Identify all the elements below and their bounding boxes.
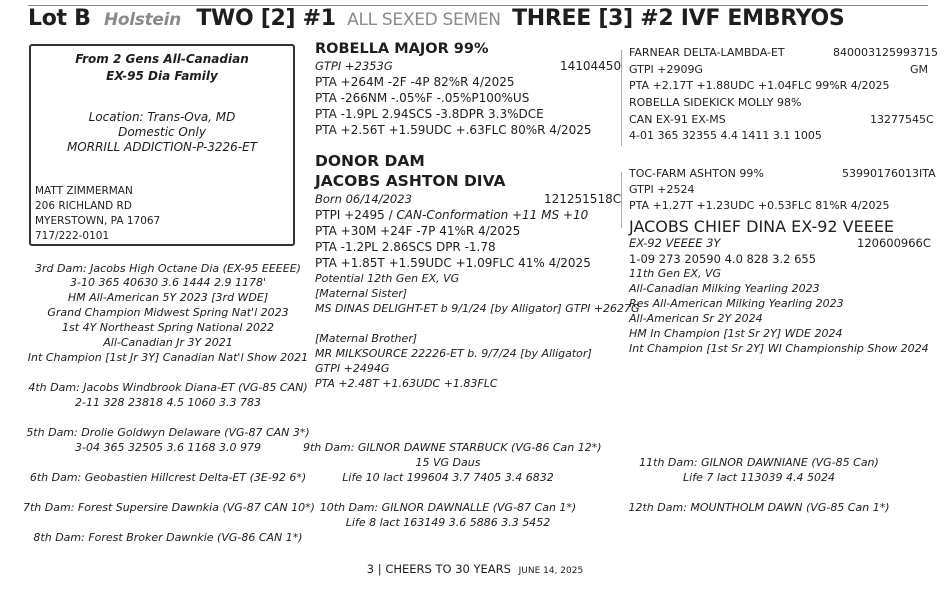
page-number: 3 xyxy=(366,562,375,576)
donor-conformation: CAN-Conformation +11 MS +10 xyxy=(396,208,589,222)
dam-3-record: 3-10 365 40630 3.6 1444 2.9 1178' xyxy=(70,276,266,289)
toc-reg: 53990176013ITA xyxy=(842,167,936,180)
dam-3-award-5: Int Champion [1st Jr 3Y] Canadian Nat'l Show 2021 xyxy=(27,351,309,364)
dam-5-record: 3-04 365 32505 3.6 1168 3.0 979 xyxy=(75,441,261,454)
dam-8-name: 8th Dam: Forest Broker Dawnkie (VG-86 CAN 1*) xyxy=(33,531,303,544)
farnear-reg: 840003125993715 xyxy=(833,46,938,59)
sire-1-pta-4: PTA +2.56T +1.59UDC +.63FLC 80%R 4/2025 xyxy=(315,123,592,137)
donor-dam-name: JACOBS ASHTON DIVA xyxy=(315,172,506,190)
molly-reg: 13277545C xyxy=(870,113,934,126)
footer-separator: | xyxy=(377,562,382,576)
donor-note-4: [Maternal Brother] xyxy=(315,332,418,345)
donor-note-3: MS DINAS DELIGHT-ET b 9/1/24 [by Alligator] GTPI +2627G xyxy=(315,302,640,315)
dina-record: 1-09 273 20590 4.0 828 3.2 655 xyxy=(629,252,817,266)
dam-12-name: 12th Dam: MOUNTHOLM DAWN (VG-85 Can 1*) xyxy=(628,501,890,514)
dam-5-name: 5th Dam: Drolie Goldwyn Delaware (VG-87 CAN 3*) xyxy=(26,426,310,439)
dam-3-award-4: All-Canadian Jr 3Y 2021 xyxy=(103,336,233,349)
owner-name: MATT ZIMMERMAN xyxy=(35,185,133,197)
location: Location: Trans-Ova, MD xyxy=(88,110,236,124)
donor-note-5: MR MILKSOURCE 22226-ET b. 9/7/24 [by Alligator] xyxy=(315,347,592,360)
dam-9-name: 9th Dam: GILNOR DAWNE STARBUCK (VG-86 Can 12*) xyxy=(303,441,602,454)
dina-name: JACOBS CHIEF DINA EX-92 VEEEE xyxy=(629,217,895,236)
dam-3-award-2: Grand Champion Midwest Spring Nat'l 2023 xyxy=(47,306,289,319)
domestic-only: Domestic Only xyxy=(118,125,206,139)
donor-dam-label: DONOR DAM xyxy=(315,152,425,170)
dam-3-award-1: HM All-American 5Y 2023 [3rd WDE] xyxy=(67,291,269,304)
sire-1-name: ROBELLA MAJOR 99% xyxy=(315,41,489,57)
donor-reg: 121251518C xyxy=(544,192,622,206)
dina-award-6: Int Champion [1st Sr 2Y] WI Championship Show 2024 xyxy=(629,342,929,355)
toc-gtpi: GTPI +2524 xyxy=(629,183,695,196)
dam-9-daus: 15 VG Daus xyxy=(415,456,481,469)
dam-7-name: 7th Dam: Forest Supersire Dawnkia (VG-87 CAN 10*) xyxy=(23,501,315,514)
donor-pta-2: PTA -1.2PL 2.86SCS DPR -1.78 xyxy=(315,240,496,254)
dam-6-name: 6th Dam: Geobastien Hillcrest Delta-ET (3E-92 6*) xyxy=(29,471,307,484)
donor-note-7: PTA +2.48T +1.63UDC +1.83FLC xyxy=(315,377,498,390)
dina-award-5: HM In Champion [1st Sr 2Y] WDE 2024 xyxy=(629,327,843,340)
donor-ptpi-value: PTPI +2495 / xyxy=(315,208,397,222)
dina-award-1: 11th Gen EX, VG xyxy=(629,267,722,280)
dam-4-record: 2-11 328 23818 4.5 1060 3.3 783 xyxy=(75,396,261,409)
sexed-label: ALL SEXED SEMEN xyxy=(347,10,501,30)
donor-note-2: [Maternal Sister] xyxy=(315,287,408,300)
page-footer xyxy=(0,562,950,576)
lot-header xyxy=(28,6,844,31)
footer-date: JUNE 14, 2025 xyxy=(518,566,584,576)
dam-10-name: 10th Dam: GILNOR DAWNALLE (VG-87 Can 1*) xyxy=(319,501,577,514)
dina-award-2: All-Canadian Milking Yearling 2023 xyxy=(629,282,820,295)
donor-pta-1: PTA +30M +24F -7P 41%R 4/2025 xyxy=(315,224,521,238)
owner-street: 206 RICHLAND RD xyxy=(35,200,132,212)
family-line-1: From 2 Gens All-Canadian xyxy=(75,52,249,66)
dam-10-record: Life 8 lact 163149 3.6 5886 3.3 5452 xyxy=(345,516,551,529)
sire-1-pta-3: PTA -1.9PL 2.94SCS -3.8DPR 3.3%DCE xyxy=(315,107,544,121)
donor-note-1: Potential 12th Gen EX, VG xyxy=(315,272,460,285)
owner-phone: 717/222-0101 xyxy=(35,230,110,242)
farnear-pta: PTA +2.17T +1.88UDC +1.04FLC 99%R 4/2025 xyxy=(629,79,890,92)
donor-pta-3: PTA +1.85T +1.59UDC +1.09FLC 41% 4/2025 xyxy=(315,256,591,270)
donor-born: Born 06/14/2023 xyxy=(315,192,412,206)
lot-label: Lot B xyxy=(28,6,91,31)
dina-award-4: All-American Sr 2Y 2024 xyxy=(629,312,763,325)
sire-1-reg: 14104450 xyxy=(560,59,622,73)
sire-1-gtpi: GTPI +2353G xyxy=(315,59,393,73)
farnear-gm: GM xyxy=(910,63,929,76)
molly-record: 4-01 365 32355 4.4 1411 3.1 1005 xyxy=(629,129,822,142)
donor-note-6: GTPI +2494G xyxy=(315,362,390,375)
consignor-box xyxy=(29,44,295,246)
farnear-gtpi: GTPI +2909G xyxy=(629,63,703,76)
dam-3-award-3: 1st 4Y Northeast Spring National 2022 xyxy=(62,321,274,334)
bracket-line-top xyxy=(621,50,622,146)
two-label: TWO [2] #1 xyxy=(196,6,336,31)
donor-ptpi xyxy=(315,208,588,222)
footer-title: CHEERS TO 30 YEARS xyxy=(385,562,511,576)
sire-1-pta-2: PTA -266NM -.05%F -.05%P100%US xyxy=(315,91,530,105)
three-label: THREE [3] #2 IVF EMBRYOS xyxy=(512,6,845,31)
family-line-2: EX-95 Dia Family xyxy=(106,69,218,83)
bracket-line-bottom xyxy=(621,172,622,228)
dam-11-name: 11th Dam: GILNOR DAWNIANE (VG-85 Can) xyxy=(639,456,879,469)
sire-line: MORRILL ADDICTION-P-3226-ET xyxy=(66,140,258,154)
dam-9-record: Life 10 lact 199604 3.7 7405 3.4 6832 xyxy=(342,471,554,484)
dam-11-record: Life 7 lact 113039 4.4 5024 xyxy=(683,471,835,484)
dina-award-3: Res All-American Milking Yearling 2023 xyxy=(629,297,844,310)
dam-3-name: 3rd Dam: Jacobs High Octane Dia (EX-95 EEEEE) xyxy=(35,262,301,275)
toc-name: TOC-FARM ASHTON 99% xyxy=(629,167,764,180)
dina-reg: 120600966C xyxy=(857,236,931,250)
molly-class: CAN EX-91 EX-MS xyxy=(629,113,726,126)
dam-4-name: 4th Dam: Jacobs Windbrook Diana-ET (VG-85 CAN) xyxy=(28,381,308,394)
toc-pta: PTA +1.27T +1.23UDC +0.53FLC 81%R 4/2025 xyxy=(629,199,890,212)
sire-1-pta-1: PTA +264M -2F -4P 82%R 4/2025 xyxy=(315,75,515,89)
breed-label: Holstein xyxy=(103,10,181,30)
dina-class: EX-92 VEEEE 3Y xyxy=(629,236,721,250)
farnear-name: FARNEAR DELTA-LAMBDA-ET xyxy=(629,46,785,59)
owner-city: MYERSTOWN, PA 17067 xyxy=(35,215,161,227)
molly-name: ROBELLA SIDEKICK MOLLY 98% xyxy=(629,96,802,109)
